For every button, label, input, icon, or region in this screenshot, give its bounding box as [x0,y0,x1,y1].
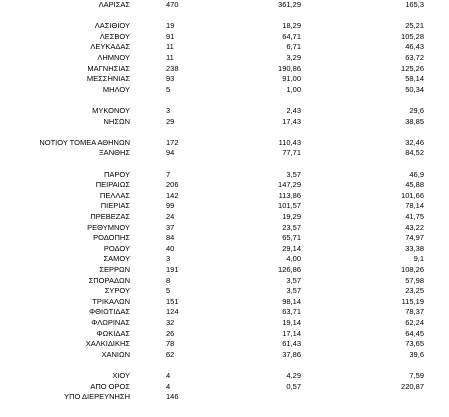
case-count: 62 [166,349,175,359]
table-row [0,339,449,349]
table-row [0,170,449,180]
value-column-2: 58,14 [405,74,424,84]
value-column-2: 62,24 [405,318,424,327]
table-row [0,127,449,137]
value-column-2: 125,26 [401,63,424,73]
value-column-2: 33,38 [405,243,424,253]
table-row [0,286,449,296]
region-name: ΠΕΛΛΑΣ [99,190,130,200]
value-column-1: 63,71 [282,307,301,317]
table-row [0,329,449,339]
value-column-1: 23,57 [282,222,301,232]
value-column-1: 3,29 [286,53,301,62]
region-name: ΦΛΩΡΙΝΑΣ [91,318,130,327]
value-column-1: 4,29 [286,371,301,380]
value-column-2: 9,1 [413,254,424,264]
case-count: 191 [166,265,179,274]
value-column-2: 73,65 [405,339,424,349]
table-row [0,159,449,169]
table-row [0,223,449,233]
value-column-2: 84,52 [405,148,424,158]
value-column-2: 41,75 [405,212,424,221]
table-row [0,148,449,158]
case-count: 8 [166,275,171,285]
region-name: ΞΑΝΘΗΣ [98,148,130,158]
value-column-1: 17,43 [282,116,301,126]
region-name: ΛΑΡΙΣΑΣ [98,0,130,9]
value-column-2: 45,88 [405,180,424,190]
region-name: ΣΥΡΟΥ [104,286,130,296]
table-row [0,106,449,116]
value-column-1: 19,29 [282,212,301,221]
case-count: 124 [166,307,179,317]
region-name: ΠΑΡΟΥ [103,169,130,179]
value-column-2: 220,87 [401,381,424,391]
table-row [0,64,449,74]
region-name: ΛΗΜΝΟΥ [97,53,130,62]
region-name: ΤΡΙΚΑΛΩΝ [92,296,130,306]
value-column-1: 18,29 [282,21,301,31]
value-column-1: 101,57 [278,201,301,211]
region-name: ΠΕΙΡΑΙΩΣ [95,180,130,190]
table-row [0,212,449,222]
case-count: 3 [166,106,171,115]
region-name: ΛΕΣΒΟΥ [99,31,130,41]
region-name: ΠΡΕΒΕΖΑΣ [90,212,130,221]
case-count: 206 [166,180,179,190]
table-row [0,191,449,201]
value-column-1: 110,43 [278,137,301,147]
table-row [0,21,449,31]
value-column-1: 361,29 [278,0,301,9]
case-count: 7 [166,169,171,179]
case-count: 37 [166,222,175,232]
value-column-1: 77,71 [282,148,301,158]
table-row [0,307,449,317]
table-row [0,74,449,84]
value-column-1: 0,57 [286,381,301,391]
value-column-1: 113,86 [278,190,301,200]
case-count: 11 [166,42,174,52]
case-count: 3 [166,254,171,264]
value-column-2: 39,6 [409,349,424,359]
case-count: 94 [166,148,175,158]
value-column-2: 57,98 [405,275,424,285]
case-count: 4 [166,381,171,391]
table-row [0,318,449,328]
value-column-2: 165,3 [405,0,424,9]
table-row [0,254,449,264]
case-count: 24 [166,212,175,221]
case-count: 470 [166,0,179,9]
table-row [0,0,449,10]
case-count: 11 [166,53,174,62]
region-name: ΠΙΕΡΙΑΣ [100,201,130,211]
value-column-1: 19,14 [282,318,301,327]
region-name: ΜΑΓΝΗΣΙΑΣ [87,63,130,73]
region-name: ΛΑΣΙΘΙΟΥ [94,21,130,31]
value-column-1: 4,00 [286,254,301,264]
region-name: ΝΟΤΙΟΥ ΤΟΜΕΑ ΑΘΗΝΩΝ [39,137,130,147]
case-count: 151 [166,296,179,306]
value-column-2: 23,25 [405,286,424,296]
value-column-1: 98,14 [282,296,301,306]
value-column-1: 91,00 [282,74,301,84]
region-name: ΛΕΥΚΑΔΑΣ [90,42,130,52]
case-count: 142 [166,190,179,200]
region-name: ΦΘΙΩΤΙΔΑΣ [89,307,130,317]
value-column-2: 78,14 [405,201,424,211]
table-row [0,117,449,127]
value-column-1: 126,86 [278,265,301,274]
value-column-1: 29,14 [282,243,301,253]
value-column-2: 108,26 [401,265,424,274]
value-column-1: 190,86 [278,63,301,73]
table-row [0,297,449,307]
value-column-1: 3,57 [286,169,301,179]
case-count: 93 [166,74,175,84]
case-count: 29 [166,116,175,126]
table-row [0,95,449,105]
case-count: 4 [166,371,171,380]
value-column-2: 29,6 [409,106,424,115]
value-column-2: 63,72 [405,53,424,62]
table-row [0,392,449,402]
value-column-2: 115,19 [401,296,424,306]
case-count: 5 [166,286,171,296]
value-column-2: 64,45 [405,328,424,338]
value-column-1: 3,57 [286,286,301,296]
case-count: 40 [166,243,175,253]
value-column-1: 64,71 [282,31,301,41]
table-row [0,138,449,148]
value-column-2: 32,46 [405,137,424,147]
value-column-1: 3,57 [286,275,301,285]
table-row [0,233,449,243]
region-name: ΣΑΜΟΥ [103,254,130,264]
value-column-1: 17,14 [282,328,301,338]
table-row [0,85,449,95]
case-count: 146 [166,392,179,402]
value-column-2: 46,43 [405,42,424,52]
case-count: 26 [166,328,175,338]
case-count: 19 [166,21,175,31]
region-name: ΧΙΟΥ [112,371,130,380]
table-row [0,201,449,211]
table-row [0,350,449,360]
value-column-2: 101,66 [401,190,424,200]
region-name: ΥΠΟ ΔΙΕΡΕΥΝΗΣΗ [64,392,130,402]
region-name: ΡΟΔΟΥ [103,243,130,253]
region-name: ΧΑΛΚΙΔΙΚΗΣ [85,339,130,349]
table-row [0,42,449,52]
case-count: 99 [166,201,175,211]
value-column-2: 7,59 [409,371,424,380]
value-column-1: 65,71 [282,233,301,243]
case-count: 84 [166,233,175,243]
table-row [0,11,449,21]
value-column-2: 46,9 [409,169,424,179]
value-column-2: 78,37 [405,307,424,317]
region-name: ΝΗΣΩΝ [103,116,130,126]
case-count: 5 [166,84,171,94]
region-name: ΑΠΟ ΟΡΟΣ [90,381,130,391]
table-row [0,276,449,286]
region-name: ΧΑΝΙΩΝ [101,349,130,359]
case-count: 91 [166,31,175,41]
value-column-1: 61,43 [282,339,301,349]
table-row [0,265,449,275]
case-count: 32 [166,318,175,327]
value-column-1: 147,29 [278,180,301,190]
region-name: ΜΗΛΟΥ [102,84,130,94]
value-column-2: 50,34 [405,84,424,94]
table-row [0,180,449,190]
region-name: ΜΕΣΣΗΝΙΑΣ [86,74,130,84]
region-name: ΡΟΔΟΠΗΣ [93,233,130,243]
table-row [0,32,449,42]
region-name: ΡΕΘΥΜΝΟΥ [87,222,130,232]
value-column-1: 6,71 [286,42,301,52]
table-row [0,53,449,63]
value-column-2: 105,28 [401,31,424,41]
region-name: ΣΠΟΡΑΔΩΝ [88,275,130,285]
value-column-2: 25,21 [405,21,424,31]
table-row [0,244,449,254]
case-count: 238 [166,63,179,73]
table-row [0,382,449,392]
value-column-1: 1,00 [286,84,301,94]
value-column-2: 38,85 [405,116,424,126]
value-column-2: 43,22 [405,222,424,232]
case-count: 78 [166,339,175,349]
case-count: 172 [166,137,179,147]
table-row [0,360,449,370]
table-row [0,371,449,381]
value-column-2: 74,97 [405,233,424,243]
region-name: ΦΩΚΙΔΑΣ [96,328,130,338]
region-name: ΜΥΚΟΝΟΥ [92,106,130,115]
value-column-1: 37,86 [282,349,301,359]
region-name: ΣΕΡΡΩΝ [99,265,130,274]
value-column-1: 2,43 [286,106,301,115]
